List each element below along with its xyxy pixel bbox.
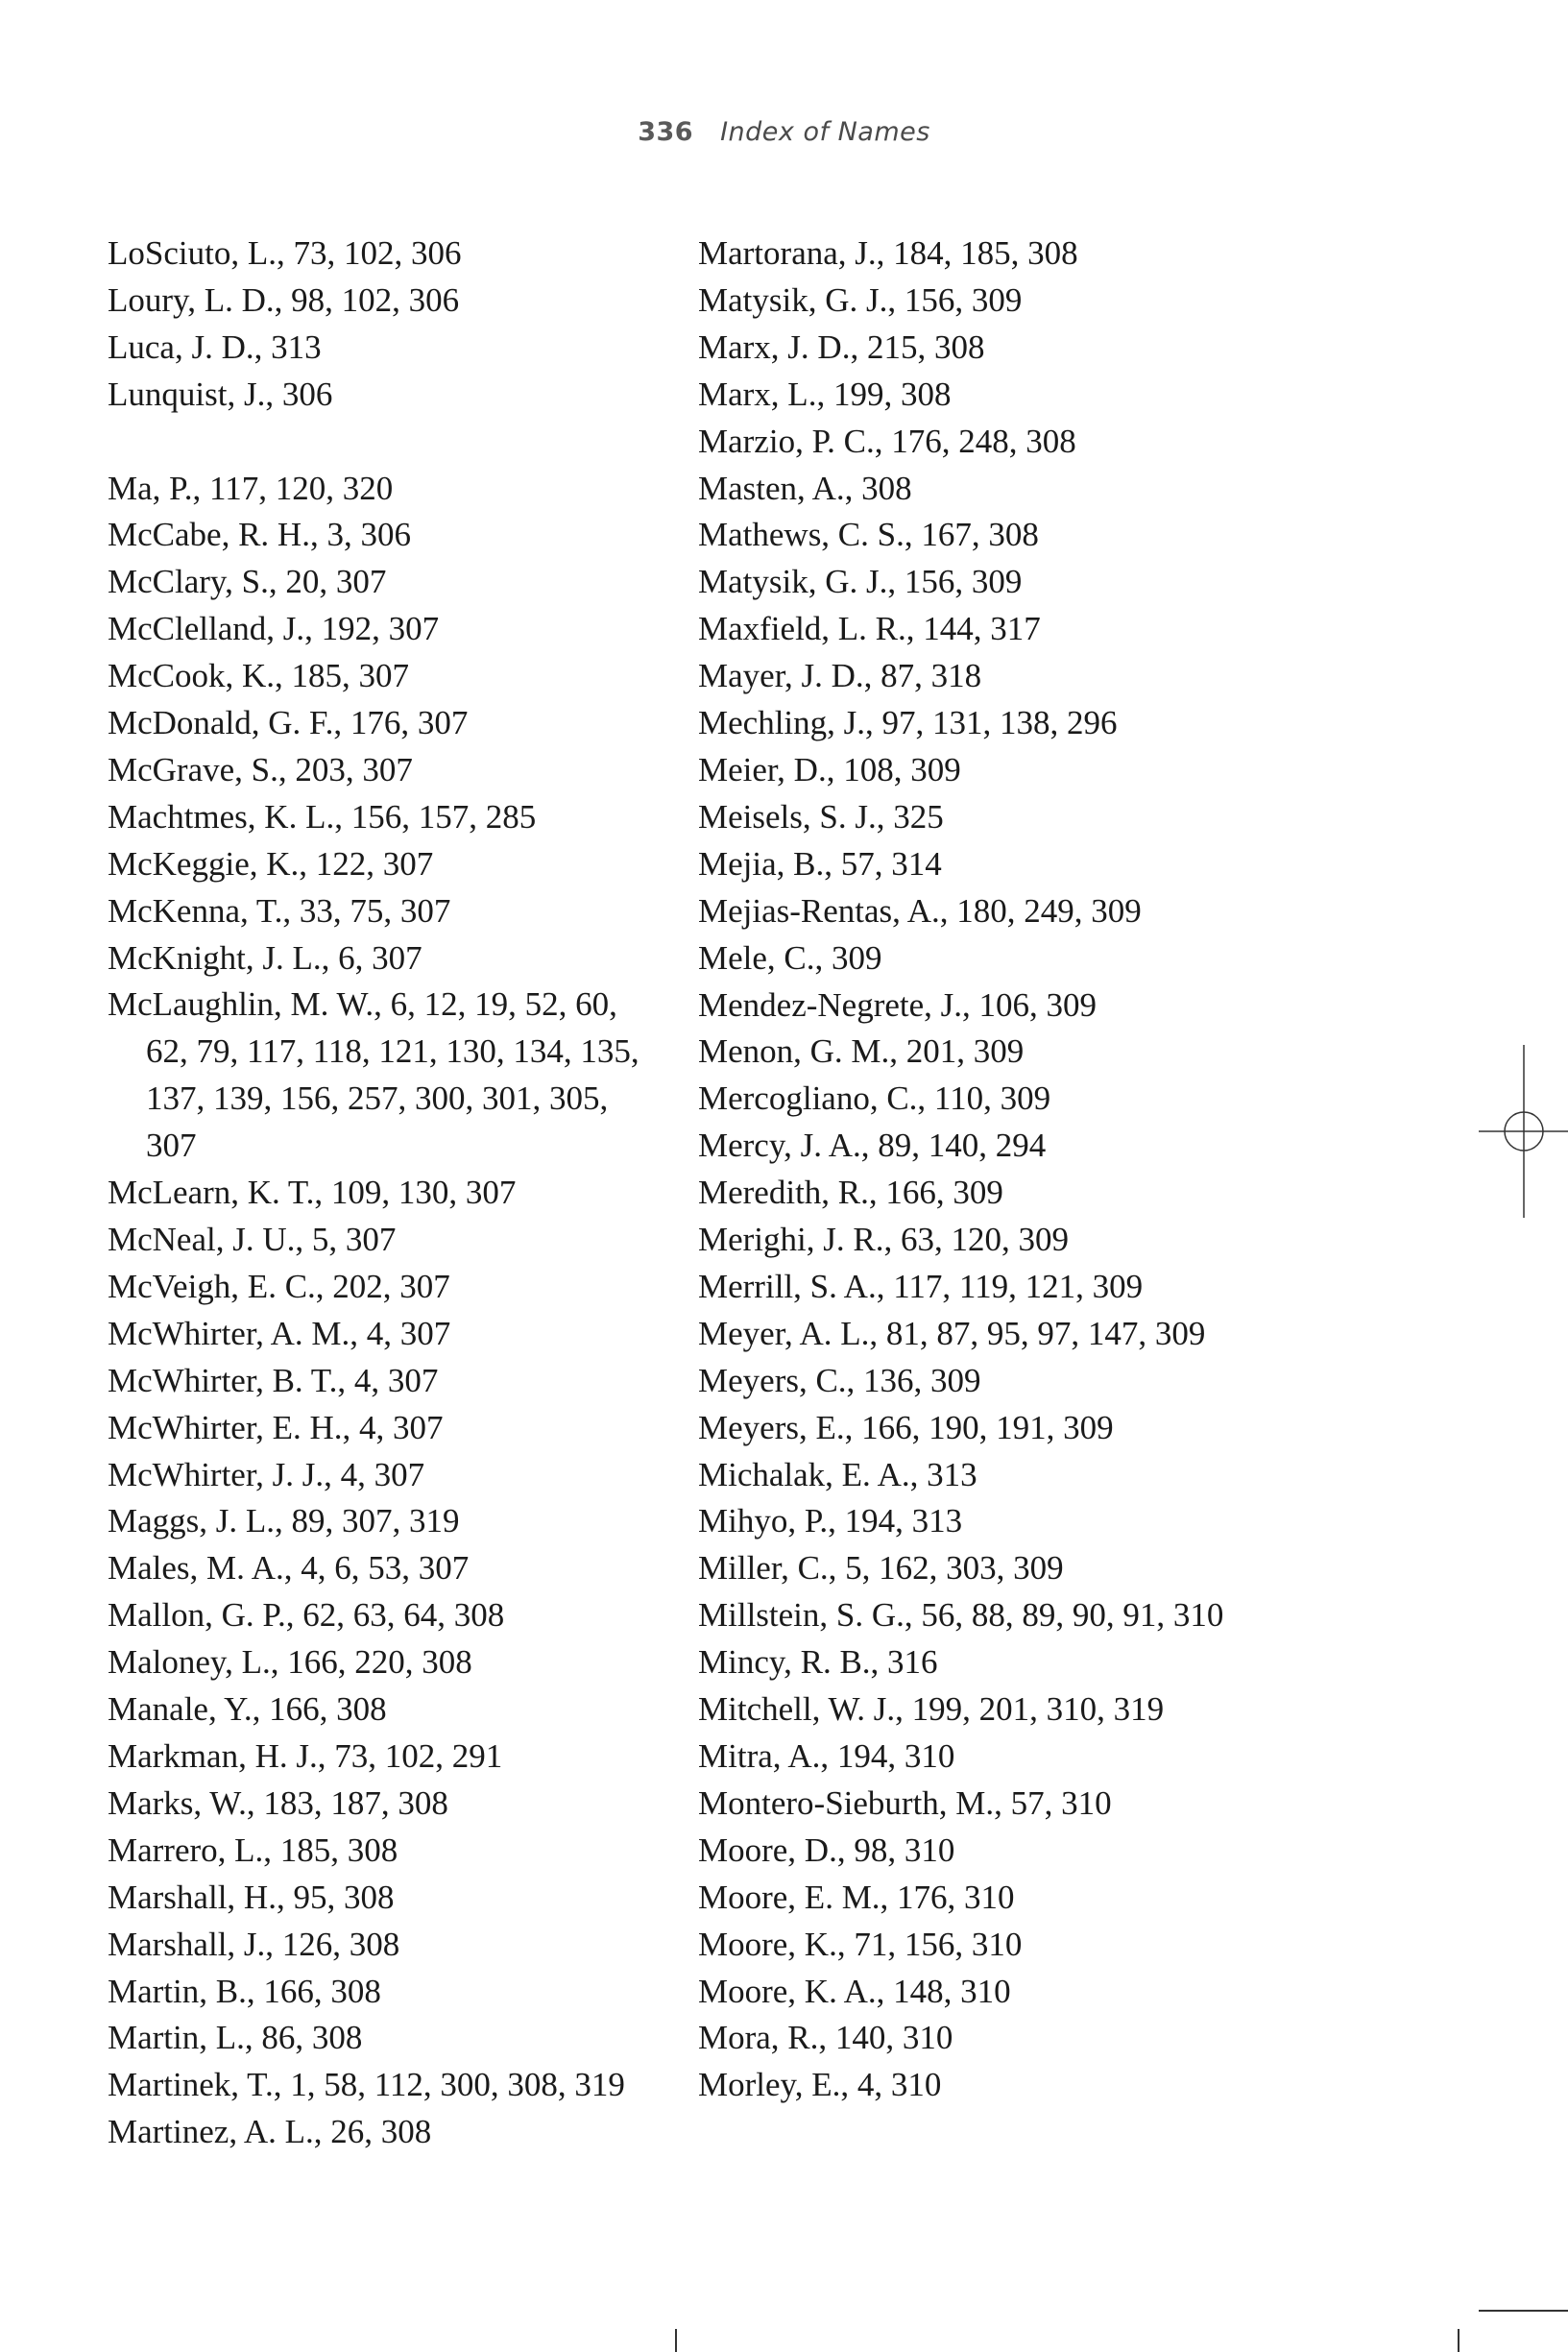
index-entry: Meyers, C., 136, 309 [698, 1361, 981, 1399]
index-entry: Mitra, A., 194, 310 [698, 1737, 955, 1775]
index-entry: Marzio, P. C., 176, 248, 308 [698, 422, 1076, 460]
section-title: Index of Names [720, 117, 930, 147]
index-entry: McKnight, J. L., 6, 307 [108, 938, 422, 977]
index-entry: Martin, L., 86, 308 [108, 2019, 363, 2057]
index-entry: Mele, C., 309 [698, 938, 882, 977]
index-entry: Merrill, S. A., 117, 119, 121, 309 [698, 1267, 1144, 1305]
index-entry: Maggs, J. L., 89, 307, 319 [108, 1502, 460, 1540]
index-entry: Montero-Sieburth, M., 57, 310 [698, 1783, 1112, 1822]
index-entry: McClelland, J., 192, 307 [108, 610, 440, 648]
crop-mark [1458, 2329, 1459, 2352]
index-entry: Mallon, G. P., 62, 63, 64, 308 [108, 1596, 505, 1635]
index-entry: Meisels, S. J., 325 [698, 797, 944, 836]
index-entry: Matysik, G. J., 156, 309 [698, 563, 1023, 601]
index-entry: Miller, C., 5, 162, 303, 309 [698, 1549, 1064, 1588]
index-entry: Mincy, R. B., 316 [698, 1643, 938, 1682]
index-entry: Menon, G. M., 201, 309 [698, 1032, 1025, 1071]
index-entry: McCabe, R. H., 3, 306 [108, 516, 411, 554]
index-entry: McCook, K., 185, 307 [108, 657, 410, 695]
index-entry: Mercogliano, C., 110, 309 [698, 1079, 1051, 1118]
index-entry: McVeigh, E. C., 202, 307 [108, 1267, 450, 1305]
index-entry: Manale, Y., 166, 308 [108, 1690, 387, 1729]
index-entry: Marshall, H., 95, 308 [108, 1878, 395, 1916]
index-entry: Marx, L., 199, 308 [698, 375, 952, 413]
index-entry: Moore, E. M., 176, 310 [698, 1878, 1015, 1916]
index-entry: Meier, D., 108, 309 [698, 750, 961, 788]
index-entry: Meyers, E., 166, 190, 191, 309 [698, 1408, 1114, 1446]
index-entry: McNeal, J. U., 5, 307 [108, 1221, 397, 1259]
index-entry: Marx, J. D., 215, 308 [698, 327, 985, 366]
registration-mark-icon [1479, 1045, 1568, 1218]
index-entry: Meredith, R., 166, 309 [698, 1174, 1003, 1212]
index-entry: Martinek, T., 1, 58, 112, 300, 308, 319 [108, 2066, 625, 2104]
index-entry: Markman, H. J., 73, 102, 291 [108, 1736, 503, 1775]
index-entry: Maloney, L., 166, 220, 308 [108, 1643, 472, 1682]
index-entry: Marks, W., 183, 187, 308 [108, 1783, 448, 1822]
index-entry: Mejia, B., 57, 314 [698, 844, 942, 883]
index-entry: Luca, J. D., 313 [108, 327, 322, 366]
index-entry: Mathews, C. S., 167, 308 [698, 516, 1039, 554]
index-entry: McWhirter, J. J., 4, 307 [108, 1455, 425, 1493]
index-column-right [698, 230, 1313, 2109]
crop-mark [1479, 2310, 1568, 2312]
index-entry: Moore, K. A., 148, 310 [698, 1972, 1011, 2010]
index-entry: Marrero, L., 185, 308 [108, 1831, 398, 1869]
running-head [0, 117, 1568, 147]
index-entry: McLearn, K. T., 109, 130, 307 [108, 1174, 517, 1212]
index-entry: McWhirter, E. H., 4, 307 [108, 1408, 444, 1446]
index-entry: Mercy, J. A., 89, 140, 294 [698, 1127, 1047, 1165]
index-entry: Merighi, J. R., 63, 120, 309 [698, 1221, 1069, 1259]
index-entry: Martin, B., 166, 308 [108, 1972, 381, 2010]
index-entry: Masten, A., 308 [698, 469, 912, 507]
crop-mark [675, 2329, 677, 2352]
index-entry: McWhirter, A. M., 4, 307 [108, 1314, 451, 1352]
index-entry: Moore, K., 71, 156, 310 [698, 1925, 1023, 1963]
index-entry: Machtmes, K. L., 156, 157, 285 [108, 797, 537, 836]
index-entry: McLaughlin, M. W., 6, 12, 19, 52, 60, 62, 79, 117, 118, 121, 130, 134, 135, 137, 139, 156, 257, 300, 301, 305, 307 [108, 985, 639, 1165]
index-entry: Maxfield, L. R., 144, 317 [698, 610, 1041, 648]
index-entry: LoSciuto, L., 73, 102, 306 [108, 234, 462, 272]
index-column-left [108, 230, 664, 2156]
index-entry: McGrave, S., 203, 307 [108, 750, 413, 788]
index-entry: Morley, E., 4, 310 [698, 2066, 942, 2104]
index-entry: McWhirter, B. T., 4, 307 [108, 1361, 439, 1399]
index-entry: Males, M. A., 4, 6, 53, 307 [108, 1549, 470, 1588]
index-entry: Mejias-Rentas, A., 180, 249, 309 [698, 891, 1142, 930]
index-entry: Michalak, E. A., 313 [698, 1455, 977, 1493]
index-entry: Mendez-Negrete, J., 106, 309 [698, 985, 1098, 1024]
index-entry: Loury, L. D., 98, 102, 306 [108, 280, 460, 319]
index-entry: Lunquist, J., 306 [108, 375, 333, 413]
index-entry: Mora, R., 140, 310 [698, 2019, 953, 2057]
index-entry: Mitchell, W. J., 199, 201, 310, 319 [698, 1690, 1165, 1729]
index-entry: Martorana, J., 184, 185, 308 [698, 234, 1078, 272]
index-entry: Martinez, A. L., 26, 308 [108, 2113, 432, 2151]
index-entry: Mayer, J. D., 87, 318 [698, 657, 982, 695]
index-entry: Marshall, J., 126, 308 [108, 1925, 400, 1963]
index-entry: McClary, S., 20, 307 [108, 563, 387, 601]
index-entry: Mechling, J., 97, 131, 138, 296 [698, 704, 1118, 742]
page-number: 336 [638, 117, 694, 147]
index-entry: Meyer, A. L., 81, 87, 95, 97, 147, 309 [698, 1314, 1206, 1352]
index-entry: Mihyo, P., 194, 313 [698, 1502, 963, 1540]
index-entry: Moore, D., 98, 310 [698, 1831, 955, 1869]
index-entry: McKeggie, K., 122, 307 [108, 844, 434, 883]
index-entry: Ma, P., 117, 120, 320 [108, 469, 394, 507]
index-entry: Matysik, G. J., 156, 309 [698, 280, 1023, 319]
index-entry: McDonald, G. F., 176, 307 [108, 704, 469, 742]
index-entry: Millstein, S. G., 56, 88, 89, 90, 91, 310 [698, 1596, 1224, 1635]
index-entry: McKenna, T., 33, 75, 307 [108, 891, 451, 930]
